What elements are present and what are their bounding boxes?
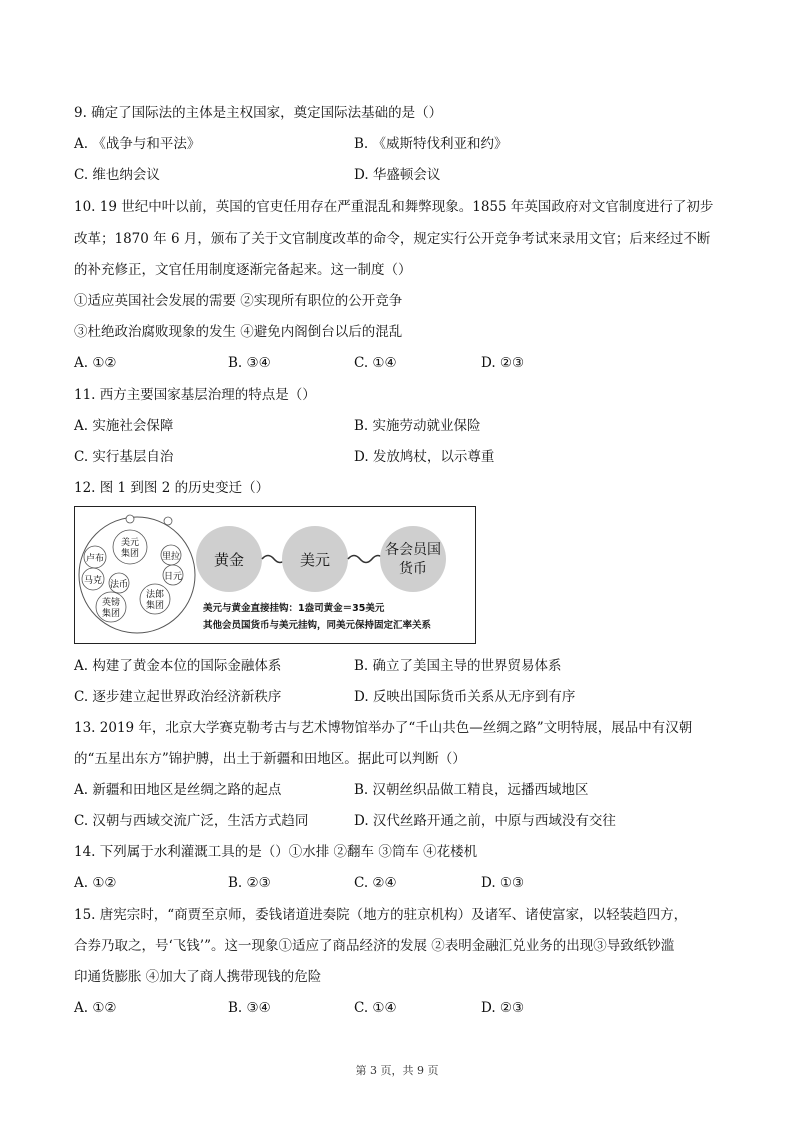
q13-option-c: C. 汉朝与西域交流广泛，生活方式趋同 — [74, 813, 309, 829]
q15-stem-line1: 15. 唐宪宗时，“商贾至京师，委钱诸道进奏院（地方的驻京机构）及诸军、诸使富家，以轻装趋四方， — [74, 907, 688, 923]
label-lira: 里拉 — [161, 552, 181, 562]
label-dollar: 美元 — [299, 551, 331, 569]
q15-option-a: A. ①② — [74, 1000, 117, 1016]
page-footer: 第 3 页，共 9 页 — [355, 1064, 439, 1077]
q10-option-a: A. ①② — [74, 355, 117, 371]
label-franc-1: 法郎 — [145, 590, 165, 600]
figure1-currency-blocs — [79, 515, 195, 633]
q11-option-b: B. 实施劳动就业保险 — [354, 418, 481, 434]
q15-option-c: C. ①④ — [354, 1000, 397, 1016]
label-gold: 黄金 — [213, 551, 245, 569]
q13-option-d: D. 汉代丝路开通之前，中原与西域没有交往 — [354, 813, 616, 829]
q10-stem-line3: 的补充修正，文官任用制度逐渐完备起来。这一制度（） — [74, 262, 412, 278]
q9-stem: 9. 确定了国际法的主体是主权国家，奠定国际法基础的是（） — [74, 105, 443, 121]
q13-option-a: A. 新疆和田地区是丝绸之路的起点 — [74, 782, 282, 798]
q10-stem-line1: 10. 19 世纪中叶以前，英国的官吏任用存在严重混乱和舞弊现象。1855 年英国政府对文官制度进行了初步 — [74, 199, 714, 215]
label-mark: 马克 — [83, 576, 103, 586]
q15-option-b: B. ③④ — [228, 1000, 271, 1016]
q11-option-a: A. 实施社会保障 — [74, 418, 174, 434]
figure-caption-2: 其他会员国货币与美元挂钩，同美元保持固定汇率关系 — [203, 620, 432, 631]
q14-option-c: C. ②④ — [354, 875, 397, 891]
q9-option-d: D. 华盛顿会议 — [354, 167, 441, 183]
label-ruble: 卢布 — [85, 554, 105, 564]
q12-stem: 12. 图 1 到图 2 的历史变迁（） — [74, 480, 270, 496]
label-member-1: 各会员国 — [385, 542, 441, 558]
q10-option-d: D. ②③ — [481, 355, 525, 371]
q9-option-c: C. 维也纳会议 — [74, 167, 160, 183]
q13-stem-line1: 13. 2019 年，北京大学赛克勒考古与艺术博物馆举办了“千山共色—丝绸之路”文明特展，展品中有汉朝 — [74, 720, 693, 736]
q12-option-a: A. 构建了黄金本位的国际金融体系 — [74, 658, 282, 674]
label-yen: 日元 — [163, 572, 183, 582]
label-franc-2: 集团 — [145, 601, 165, 611]
link-connector-2 — [348, 556, 384, 563]
q15-option-d: D. ②③ — [481, 1000, 525, 1016]
label-dollar-bloc-2: 集团 — [120, 549, 140, 559]
q13-option-b: B. 汉朝丝织品做工精良，远播西域地区 — [354, 782, 589, 798]
q10-option-b: B. ③④ — [228, 355, 271, 371]
q10-item-line2: ③杜绝政治腐败现象的发生 ④避免内阁倒台以后的混乱 — [74, 324, 403, 340]
label-sterling-2: 集团 — [101, 609, 121, 619]
q9-option-a: A. 《战争与和平法》 — [74, 136, 201, 152]
q10-option-c: C. ①④ — [354, 355, 397, 371]
q14-option-a: A. ①② — [74, 875, 117, 891]
q11-stem: 11. 西方主要国家基层治理的特点是（） — [74, 387, 316, 403]
label-member-2: 货币 — [399, 561, 427, 577]
label-fabi: 法币 — [109, 580, 129, 590]
q15-stem-line2: 合券乃取之，号‘飞钱’”。这一现象①适应了商品经济的发展 ②表明金融汇兑业务的出现③导致纸钞滥 — [74, 938, 675, 954]
member-currency-circle — [380, 526, 446, 592]
q14-option-b: B. ②③ — [228, 875, 271, 891]
q10-item-line1: ①适应英国社会发展的需要 ②实现所有职位的公开竞争 — [74, 293, 403, 309]
q10-stem-line2: 改革；1870 年 6 月，颁布了关于文官制度改革的命令，规定实行公开竞争考试来录用文官；后来经过不断 — [74, 231, 711, 247]
q11-option-d: D. 发放鸠杖，以示尊重 — [354, 449, 495, 465]
q12-option-d: D. 反映出国际货币关系从无序到有序 — [354, 689, 576, 705]
q12-option-b: B. 确立了美国主导的世界贸易体系 — [354, 658, 562, 674]
q14-option-d: D. ①③ — [481, 875, 525, 891]
q14-stem: 14. 下列属于水利灌溉工具的是（）①水排 ②翻车 ③筒车 ④花楼机 — [74, 844, 478, 860]
q13-stem-line2: 的“五星出东方”锦护膊，出土于新疆和田地区。据此可以判断（） — [74, 751, 466, 767]
figure2-chain — [196, 526, 446, 592]
q12-option-c: C. 逐步建立起世界政治经济新秩序 — [74, 689, 282, 705]
figure-caption-1: 美元与黄金直接挂钩：1盎司黄金＝35美元 — [203, 603, 385, 614]
q12-figure — [74, 506, 476, 644]
q9-option-b: B. 《威斯特伐利亚和约》 — [354, 136, 508, 152]
label-sterling-1: 英镑 — [101, 598, 121, 608]
q11-option-c: C. 实行基层自治 — [74, 449, 174, 465]
label-dollar-bloc-1: 美元 — [120, 538, 140, 548]
q15-stem-line3: 印通货膨胀 ④加大了商人携带现钱的危险 — [74, 969, 322, 985]
